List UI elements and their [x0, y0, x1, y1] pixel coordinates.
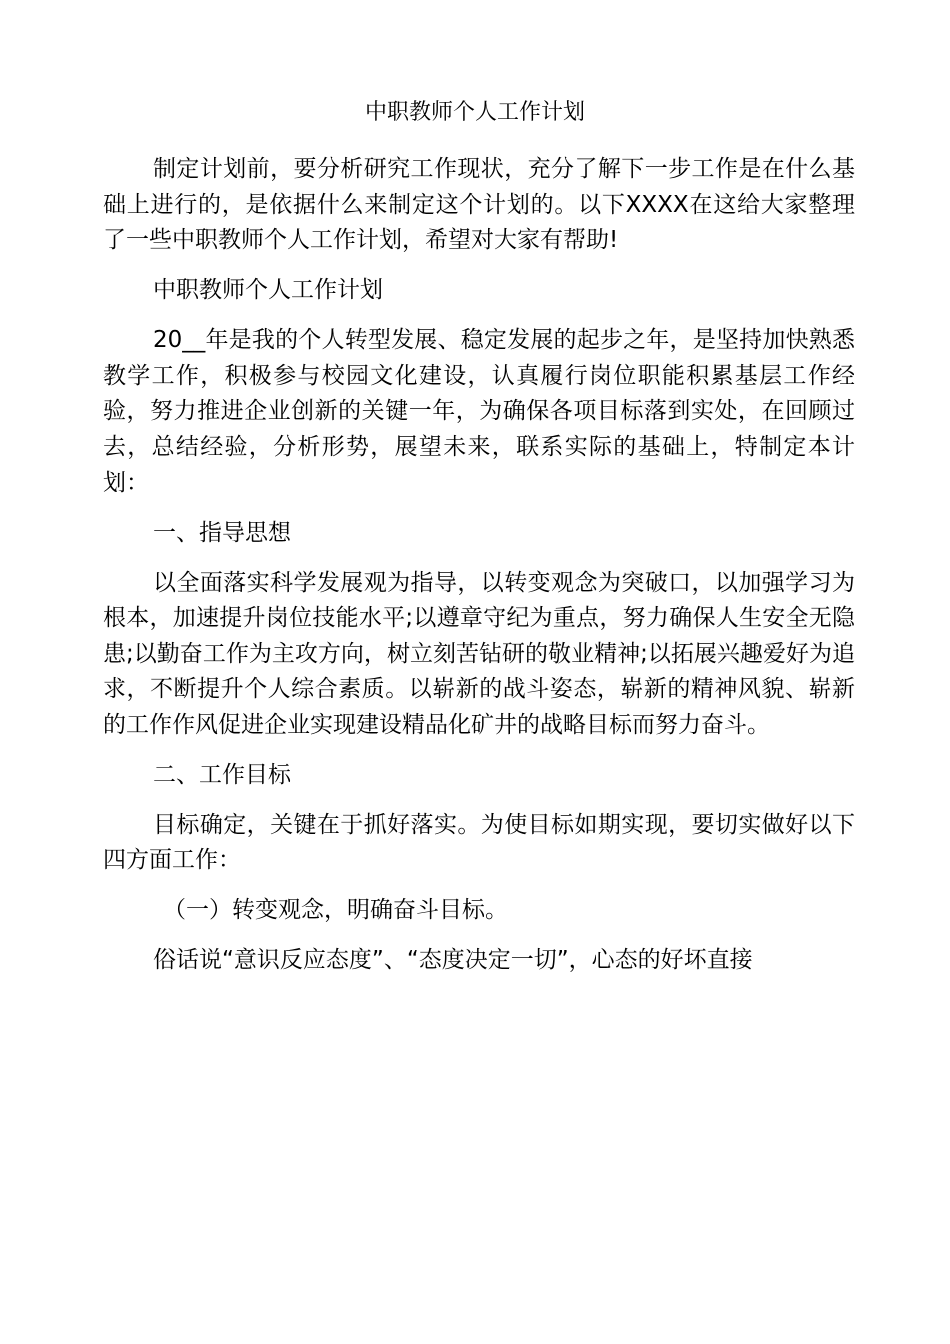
section-heading-work-goals: 二、工作目标	[153, 761, 291, 788]
intro-paragraph: 制定计划前，要分析研究工作现状，充分了解下一步工作是在什么基础上进行的，是依据什么来制定这个计划的。以下XXXX在这给大家整理了一些中职教师个人工作计划，希望对大家有帮助!	[103, 156, 855, 254]
document-title: 中职教师个人工作计划	[364, 100, 585, 125]
opening-paragraph: 20__年是我的个人转型发展、稳定发展的起步之年，是坚持加快熟悉教学工作，积极参与校园文化建设，认真履行岗位职能积累基层工作经验，努力推进企业创新的关键一年，为确保各项目标落到实处，在回顾过去，总结经验，分析形势，展望未来，联系实际的基础上，特制定本计划：	[103, 327, 855, 496]
section-heading-guiding-ideology: 一、指导思想	[153, 519, 291, 546]
section-heading-plan-title: 中职教师个人工作计划	[153, 277, 383, 304]
mindset-paragraph: 俗话说“意识反应态度”、“态度决定一切”，心态的好坏直接	[153, 947, 753, 974]
work-goals-paragraph: 目标确定，关键在于抓好落实。为使目标如期实现，要切实做好以下四方面工作：	[103, 811, 855, 874]
subsection-heading-change-mindset: （一）转变观念，明确奋斗目标。	[163, 897, 508, 924]
guiding-ideology-paragraph: 以全面落实科学发展观为指导，以转变观念为突破口，以加强学习为根本，加速提升岗位技能水平;以遵章守纪为重点，努力确保人生安全无隐患;以勤奋工作为主攻方向，树立刻苦钻研的敬业精神;以拓展兴趣爱好为追求，不断提升个人综合素质。以崭新的战斗姿态，崭新的精神风貌、崭新的工作作风促进企业实现建设精品化矿井的战略目标而努力奋斗。	[103, 569, 855, 738]
document-body	[103, 152, 855, 993]
